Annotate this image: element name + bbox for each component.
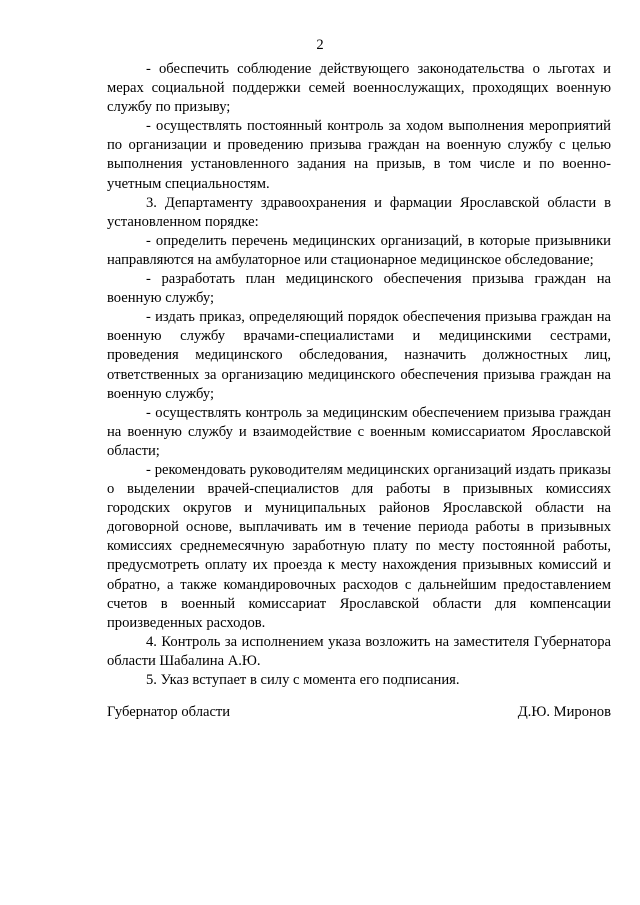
paragraph-medical-control: - осуществлять контроль за медицинским обеспечением призыва граждан на военную службу и взаимодействие с военным комиссариатом Ярославской области; (107, 404, 611, 459)
paragraph-item-5: 5. Указ вступает в силу с момента его подписания. (146, 672, 460, 688)
signature-title: Губернатор области (107, 704, 231, 720)
paragraph-develop-plan: - разработать план медицинского обеспечения призыва граждан на военную службу; (107, 271, 611, 307)
signature-name: Д.Ю. Миронов (517, 704, 611, 720)
paragraph-item-3: 3. Департаменту здравоохранения и фармации Ярославской области в установленном порядке: (107, 194, 611, 230)
paragraph-benefits: - обеспечить соблюдение действующего законодательства о льготах и мерах социальной поддержки семей военнослужащих, проходящих военную службу по призыву; (107, 61, 611, 116)
document-body (107, 60, 611, 690)
paragraph-control-conscription: - осуществлять постоянный контроль за ходом выполнения мероприятий по организации и проведению призыва граждан на военную службу с целью выполнения установленного задания на призыв, в том числе и по военно-учетным специальностям. (107, 118, 611, 192)
paragraph-issue-order: - издать приказ, определяющий порядок обеспечения призыва граждан на военную службу врачами-специалистами и медицинскими сестрами, проведения медицинского обследования, назначить должностных лиц, ответственных за организацию медицинского обеспечения призыва граждан на военную службу; (107, 309, 611, 402)
paragraph-define-organizations: - определить перечень медицинских организаций, в которые призывники направляются на амбулаторное или стационарное медицинское обследование; (107, 232, 611, 268)
paragraph-item-4: 4. Контроль за исполнением указа возложить на заместителя Губернатора области Шабалина А.Ю. (107, 633, 611, 669)
page-number: 2 (316, 37, 324, 53)
paragraph-recommend-heads: - рекомендовать руководителям медицинских организаций издать приказы о выделении врачей-специалистов для работы в призывных комиссиях городских округов и муниципальных районов Ярославской области на договорной основе, выплачивать им в течение периода работы в призывных комиссиях среднемесячную заработную плату по месту постоянной работы, предусмотреть оплату их проезда к месту нахождения призывных комиссий и обратно, а также командировочных расходов с дальнейшим предоставлением счетов в военный комиссариат Ярославской области для компенсации произведенных расходов. (107, 461, 611, 631)
